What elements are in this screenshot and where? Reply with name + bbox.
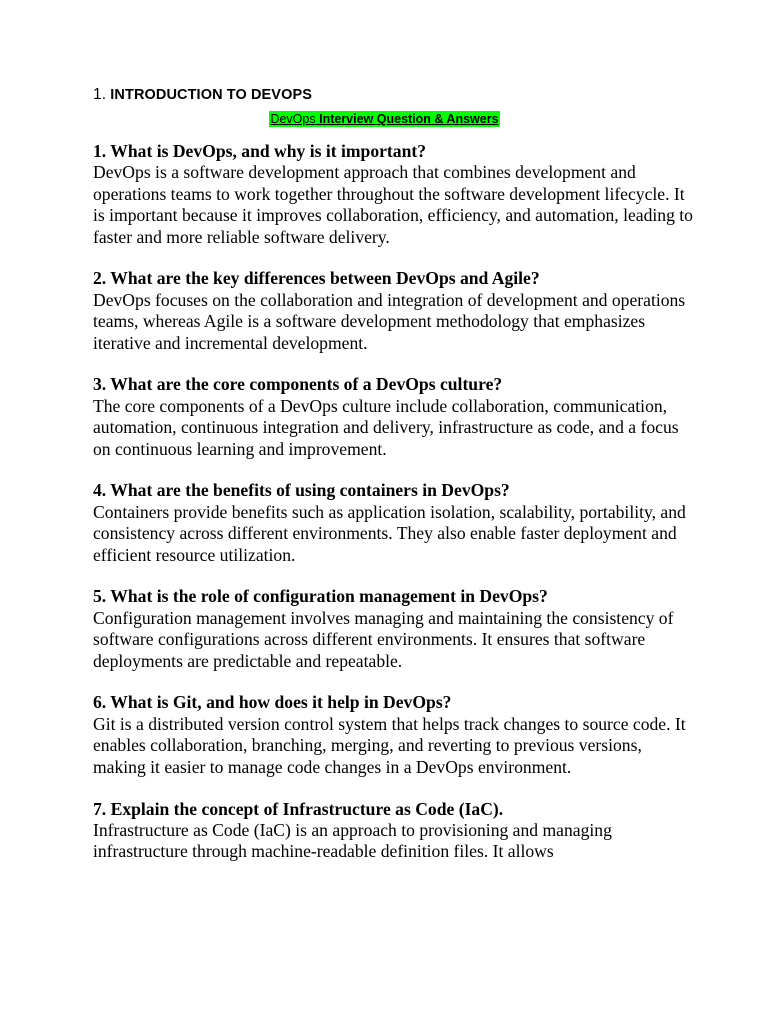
qa-item — [93, 586, 693, 672]
question: 7. Explain the concept of Infrastructure as Code (IaC). — [93, 798, 504, 819]
qa-item — [93, 692, 693, 778]
question: 5. What is the role of configuration management in DevOps? — [93, 586, 548, 607]
qa-item — [93, 480, 693, 566]
question: 2. What are the key differences between DevOps and Agile? — [93, 268, 540, 289]
question: 4. What are the benefits of using containers in DevOps? — [93, 480, 510, 501]
answer: Containers provide benefits such as application isolation, scalability, portability, and consistency across different environments. They also enable faster deployment and efficient resource utilization. — [93, 501, 686, 565]
qa-item — [93, 141, 693, 248]
answer: Infrastructure as Code (IaC) is an approach to provisioning and managing infrastructure through machine-readable definition files. It allows — [93, 819, 612, 862]
answer: Configuration management involves managing and maintaining the consistency of software configurations across different environments. It ensures that software deployments are predictable and repeatable. — [93, 607, 674, 671]
subtitle-interview-qa: Interview Question & Answers — [319, 112, 499, 126]
highlighted-subtitle — [269, 111, 499, 127]
answer: Git is a distributed version control system that helps track changes to source code. It enables collaboration, branching, merging, and reverting to previous versions, making it easier to manage code changes in a DevOps environment. — [93, 713, 686, 777]
question: 3. What are the core components of a DevOps culture? — [93, 374, 503, 395]
section-title-text: INTRODUCTION TO DEVOPS — [110, 87, 313, 103]
section-title — [93, 86, 312, 104]
subtitle-devops: DevOps — [270, 112, 316, 126]
question: 1. What is DevOps, and why is it important? — [93, 141, 427, 161]
qa-list — [93, 141, 693, 883]
answer: DevOps is a software development approach that combines development and operations teams to work together throughout the software development lifecycle. It is important because it improves collaboration, efficiency, and automation, leading to faster and more reliable software delivery. — [93, 162, 693, 247]
subtitle-row — [0, 110, 768, 128]
section-number: 1. — [93, 86, 107, 103]
question: 6. What is Git, and how does it help in DevOps? — [93, 692, 452, 713]
qa-item — [93, 268, 693, 354]
qa-item — [93, 799, 693, 863]
answer: DevOps focuses on the collaboration and integration of development and operations teams, whereas Agile is a software development methodology that emphasizes iterative and incremental development. — [93, 289, 686, 353]
answer: The core components of a DevOps culture include collaboration, communication, automation, continuous integration and delivery, infrastructure as code, and a focus on continuous learning and improvement. — [93, 395, 679, 459]
qa-item — [93, 374, 693, 460]
